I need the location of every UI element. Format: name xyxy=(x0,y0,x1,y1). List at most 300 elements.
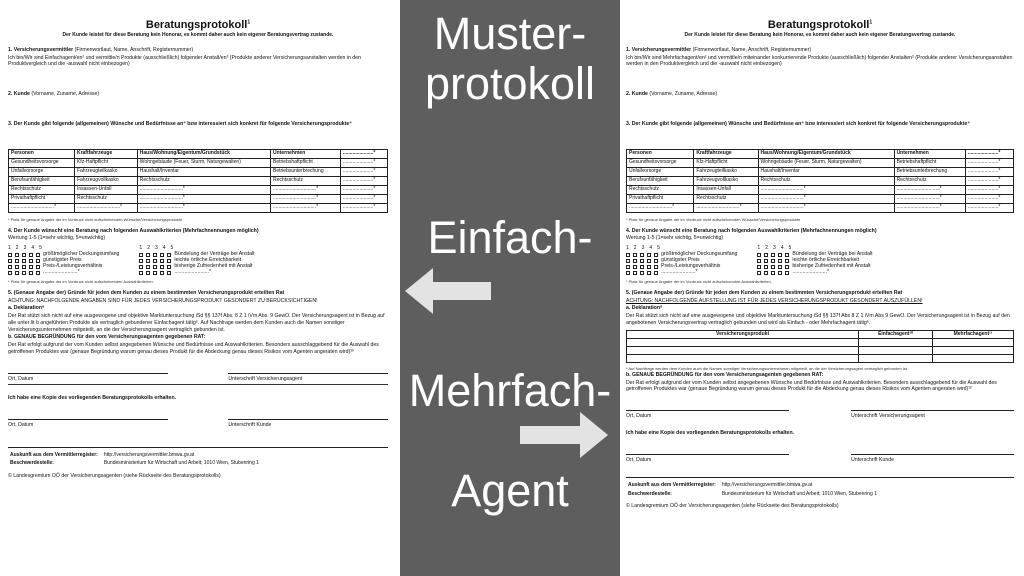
table-cell: Rechtsschutz xyxy=(627,185,694,194)
footer-label: Auskunft aus dem Vermittlerregister: xyxy=(10,451,98,458)
document-mehrfachagent xyxy=(620,0,1020,576)
signature-line[interactable] xyxy=(851,447,1014,455)
checkbox[interactable] xyxy=(8,265,12,269)
checkbox[interactable] xyxy=(15,253,19,257)
section-1-body: Ich bin/Wir sind Einfachagent/en² und vermittle/n Produkte (ausschließlich) folgender Anstalt/en³ (Produkte anderer Versicherungsanstalten werden in den Produktvergleich und die -auswahl nicht einbezogen) xyxy=(8,54,361,68)
footer-label: Beschwerdestelle: xyxy=(10,460,54,467)
checkbox[interactable] xyxy=(8,271,12,275)
criteria-label: ........................* xyxy=(661,269,698,276)
table-cell: Fahrzeugvollkasko xyxy=(694,176,758,185)
table-cell: Betriebshaftpflicht xyxy=(271,158,341,167)
rating-number: 2 xyxy=(15,245,19,252)
overlay-text-muster: Muster- xyxy=(433,8,587,59)
checkbox[interactable] xyxy=(153,253,157,257)
overlay-text-einfach: Einfach- xyxy=(427,212,593,263)
table-row xyxy=(9,185,388,194)
copy-note: Ich habe eine Kopie des vorliegenden Beratungsprotokolls erhalten. xyxy=(626,429,795,436)
table-cell: Rechtsschutz xyxy=(694,194,758,203)
checkbox[interactable] xyxy=(36,253,40,257)
table-cell: ...............................* xyxy=(9,203,75,212)
table-cell[interactable] xyxy=(627,346,859,354)
criteria-label: bisherige Zufriedenheit mit Anstalt xyxy=(792,263,871,270)
criteria-row xyxy=(8,270,119,276)
section-5-title: 5. (Genaue Angabe der) Gründe für jeden dem Kunden zu einem bestimmten Versicherungsprodukt erteilten Rat xyxy=(8,289,285,296)
rating-number: 4 xyxy=(162,245,166,252)
table-cell: ......................* xyxy=(965,203,1013,212)
checkbox[interactable] xyxy=(167,265,171,269)
checkbox[interactable] xyxy=(146,265,150,269)
checkbox[interactable] xyxy=(654,259,658,263)
table-cell[interactable] xyxy=(933,354,1014,362)
table-cell: Einfachagent¹⁰ xyxy=(859,330,933,338)
table-cell: ...............................* xyxy=(271,203,341,212)
signature-line[interactable] xyxy=(851,403,1014,411)
footer-value: Bundesministerium für Wirtschaft und Arbeit; 1010 Wien, Stubenring 1 xyxy=(721,490,877,497)
table-row xyxy=(627,330,1014,338)
table-cell: Gesundheitsvorsorge xyxy=(9,158,75,167)
checkbox[interactable] xyxy=(785,265,789,269)
table-cell[interactable] xyxy=(859,346,933,354)
checkbox[interactable] xyxy=(647,253,651,257)
table-cell: Insassen-Unfall xyxy=(74,185,137,194)
rating-number: 5 xyxy=(657,245,660,252)
table-row xyxy=(627,194,1014,203)
checkbox[interactable] xyxy=(640,265,644,269)
table-cell: ...............................* xyxy=(758,203,894,212)
table-cell: Personen xyxy=(9,149,75,158)
table-cell[interactable] xyxy=(859,354,933,362)
table-cell: Betriebsunterbrechung xyxy=(271,167,341,176)
table-cell: ...............................* xyxy=(894,203,965,212)
section-2-heading xyxy=(626,91,1014,98)
checkbox[interactable] xyxy=(29,265,33,269)
section-2-title: 2. Kunde xyxy=(626,91,648,98)
table-cell: ......................* xyxy=(965,194,1013,203)
checkbox[interactable] xyxy=(139,259,143,263)
checkbox[interactable] xyxy=(8,259,12,263)
rating-number: 5 xyxy=(170,245,174,252)
table-cell: ......................* xyxy=(340,203,387,212)
checkbox[interactable] xyxy=(785,259,789,263)
checkbox[interactable] xyxy=(640,271,644,275)
checkbox[interactable] xyxy=(654,253,658,257)
table-cell: ......................* xyxy=(965,185,1013,194)
rating-number: 2 xyxy=(633,245,637,252)
checkbox[interactable] xyxy=(647,259,651,263)
criteria-label: größtmöglicher Deckungsumfang xyxy=(43,251,120,258)
checkbox[interactable] xyxy=(771,253,775,257)
checkbox[interactable] xyxy=(153,259,157,263)
table-row xyxy=(627,176,1014,185)
table-cell: Insassen-Unfall xyxy=(694,185,758,194)
signature-row-agent xyxy=(8,366,388,383)
checkbox[interactable] xyxy=(785,271,789,275)
checkbox[interactable] xyxy=(633,271,637,275)
section-1-heading xyxy=(8,47,388,54)
table-row xyxy=(627,354,1014,362)
signature-line[interactable] xyxy=(8,366,168,374)
table-cell: Fahrzeugvollkasko xyxy=(74,176,137,185)
table-cell: Betriebshaftpflicht xyxy=(894,158,965,167)
checkbox[interactable] xyxy=(778,253,782,257)
checkbox[interactable] xyxy=(36,271,40,275)
table-cell: ...............................* xyxy=(74,203,137,212)
criteria-label: günstigster Preis xyxy=(43,257,82,264)
table-cell: Wohngebäude (Feuer, Sturm, Naturgewalten) xyxy=(758,158,894,167)
overlay-text-mehrfach: Mehrfach- xyxy=(408,365,612,416)
copy-note: Ich habe eine Kopie des vorliegenden Beratungsprotokolls erhalten. xyxy=(8,395,177,402)
table-row xyxy=(9,167,388,176)
table-note: * Platz für genaue Angabe der im Vordruck nicht aufscheinenden Wünsche/Versicherungsprodukte xyxy=(626,216,801,222)
table-cell: Haus/Wohnung/Eigentum/Grundstück xyxy=(758,149,894,158)
section-3-title: 3. Der Kunde gibt folgende (allgemeinen) Wünsche und Bedürfnisse an⁴ bzw interessiert sich konkret für folgende Versicherungsprodukte⁴ xyxy=(8,120,352,127)
rating-number: 4 xyxy=(780,245,784,252)
table-cell: Rechtsschutz xyxy=(137,176,270,185)
criteria-label: ........................* xyxy=(174,269,212,276)
section-2-heading xyxy=(8,91,388,98)
checkbox[interactable] xyxy=(15,259,19,263)
criteria-label: leichte örtliche Erreichbarkeit xyxy=(174,257,242,264)
checkbox[interactable] xyxy=(15,265,19,269)
checkbox[interactable] xyxy=(757,259,761,263)
document-footer xyxy=(626,477,1014,510)
checkbox[interactable] xyxy=(22,271,26,275)
table-cell: Rechtsschutz xyxy=(74,194,137,203)
checkbox[interactable] xyxy=(757,271,761,275)
checkbox[interactable] xyxy=(764,253,768,257)
table-cell: ...............................* xyxy=(137,203,270,212)
overlay-text-protokoll: protokoll xyxy=(424,58,596,109)
section-3-title: 3. Der Kunde gibt folgende (allgemeinen) Wünsche und Bedürfnisse an⁴ bzw interessiert sich konkret für folgende Versicherungsprodukte⁴ xyxy=(626,120,970,127)
checkbox[interactable] xyxy=(626,253,630,257)
table-cell: Rechtsschutz xyxy=(758,176,894,185)
table-cell: Berufsunfähigkeit xyxy=(9,176,75,185)
checkbox[interactable] xyxy=(139,253,143,257)
table-row xyxy=(627,158,1014,167)
table-cell: ......................* xyxy=(965,149,1013,158)
table-cell: ......................* xyxy=(340,176,387,185)
table-cell: Haushalt/Inventar xyxy=(137,167,270,176)
checkbox[interactable] xyxy=(8,253,12,257)
checkbox[interactable] xyxy=(160,271,164,275)
table-cell: ...............................* xyxy=(894,185,965,194)
checkbox[interactable] xyxy=(654,265,658,269)
table-cell: ...............................* xyxy=(271,185,341,194)
rating-number: 1 xyxy=(757,245,761,252)
section-2-meta: (Vorname, Zuname, Adresse) xyxy=(31,91,100,98)
section-1-heading xyxy=(626,47,1014,54)
table-cell: ...............................* xyxy=(758,185,894,194)
section-2-title: 2. Kunde xyxy=(8,91,30,98)
needs-table xyxy=(626,149,1014,213)
table-row xyxy=(627,149,1014,158)
checkbox[interactable] xyxy=(764,271,768,275)
table-cell: Kfz-Haftpflicht xyxy=(74,158,137,167)
footer-link[interactable]: http://versicherungsvermittler.bmwa.gv.at xyxy=(721,482,813,489)
section-1-title: 1. Versicherungsvermittler xyxy=(8,46,74,53)
rating-number: 1 xyxy=(626,245,629,252)
checkbox[interactable] xyxy=(153,265,157,269)
checkbox[interactable] xyxy=(778,271,782,275)
criteria-label: günstigster Preis xyxy=(661,257,700,264)
checkbox[interactable] xyxy=(167,271,171,275)
document-einfachagent xyxy=(2,0,394,576)
signature-label-place: Ort, Datum xyxy=(8,375,34,382)
doc-title-text: Beratungsprotokoll xyxy=(145,19,248,31)
table-cell: Wohngebäude (Feuer, Sturm, Naturgewalten) xyxy=(137,158,270,167)
table-cell: ...............................* xyxy=(137,185,270,194)
signature-label-agent: Unterschrift Versicherungsagent xyxy=(851,413,925,420)
checkbox[interactable] xyxy=(146,253,150,257)
signature-label-place: Ort, Datum xyxy=(626,413,652,420)
criteria-row xyxy=(757,270,872,276)
rating-number: 1 xyxy=(8,245,11,252)
doc-title-text: Beratungsprotokoll xyxy=(767,19,870,31)
signature-line[interactable] xyxy=(8,412,168,420)
rating-number: 5 xyxy=(39,245,42,252)
checkbox[interactable] xyxy=(29,271,33,275)
checkbox[interactable] xyxy=(778,265,782,269)
checkbox[interactable] xyxy=(22,265,26,269)
checkbox[interactable] xyxy=(153,271,157,275)
rating-number: 4 xyxy=(31,245,35,252)
checkbox[interactable] xyxy=(771,259,775,263)
table-cell: Betriebsunterbrechung xyxy=(894,167,965,176)
signature-line[interactable] xyxy=(626,447,789,455)
criteria-label: Preis-/Leistungsverhältnis xyxy=(43,263,103,270)
table-row xyxy=(9,203,388,212)
table-row xyxy=(627,346,1014,354)
table-cell: ......................* xyxy=(965,176,1013,185)
criteria-label: leichte örtliche Erreichbarkeit xyxy=(792,257,860,264)
overlay-text-agent: Agent xyxy=(451,465,569,516)
table-cell: ...............................* xyxy=(271,194,341,203)
section-4-title: 4. Der Kunde wünscht eine Beratung nach folgenden Auswahlkriterien (Mehrfachnennungen möglich) xyxy=(626,227,877,234)
table-cell: ......................* xyxy=(340,194,387,203)
criteria-label: ........................* xyxy=(43,269,80,276)
doc-title-sup: 1 xyxy=(869,19,873,26)
rating-number: 3 xyxy=(772,245,776,252)
table-cell: Kraftfahrzeuge xyxy=(694,149,758,158)
section-1-body: Ich bin/Wir sind Mehrfachagent/en² und vermittle/n miteinander konkurrierende Produkte (ausschließlich) folgender Anstalten³ (Produkte anderer Versicherungsanstalten werden in den Produktvergleich und die -auswahl nicht einbezogen) xyxy=(626,54,1013,68)
criteria-note: * Platz für genaue Angabe der im Vordruck nicht aufscheinenden Auswahlkriterien. xyxy=(8,278,154,284)
arrow-right-icon xyxy=(520,412,608,458)
table-cell: Gesundheitsvorsorge xyxy=(627,158,694,167)
product-table xyxy=(626,330,1014,363)
doc-subtitle: Der Kunde leistet für diese Beratung kein Honorar, es kommt daher auch kein eigener Beratungsvertrag zustande. xyxy=(684,32,956,39)
table-cell: Fahrzeugteilkasko xyxy=(74,167,137,176)
checkbox[interactable] xyxy=(647,271,651,275)
checkbox[interactable] xyxy=(29,253,33,257)
checkbox[interactable] xyxy=(15,271,19,275)
criteria-checklist xyxy=(626,245,1014,276)
criteria-label: Bündelung der Verträge bei Anstalt xyxy=(792,251,873,258)
reasoning-body: Der Rat erfolgt aufgrund der vom Kunden selbst angegebenen Wünsche und Bedürfnisse und Auswahlkriterien. Besonders ausschlaggebend für die Auswahl des getroffenen Produktes war (genaue Begründung warum genau dieses Produkt für die Abdeckung genau dieses Risikos vom Agenten angeraten wird)¹² xyxy=(626,379,997,393)
criteria-label: größtmöglicher Deckungsumfang xyxy=(661,251,738,258)
section-4-title: 4. Der Kunde wünscht eine Beratung nach folgenden Auswahlkriterien (Mehrfachnennungen möglich) xyxy=(8,227,259,234)
checkbox[interactable] xyxy=(146,259,150,263)
table-cell: ......................* xyxy=(340,167,387,176)
table-cell: Haushalt/Inventar xyxy=(758,167,894,176)
table-cell: ...............................* xyxy=(694,203,758,212)
signature-label-place: Ort, Datum xyxy=(8,422,34,429)
table-cell[interactable] xyxy=(933,346,1014,354)
rating-number: 4 xyxy=(649,245,653,252)
rating-number: 2 xyxy=(765,245,768,252)
criteria-label: bisherige Zufriedenheit mit Anstalt xyxy=(174,263,253,270)
checkbox[interactable] xyxy=(764,265,768,269)
checkbox[interactable] xyxy=(633,265,637,269)
table-cell: Berufsunfähigkeit xyxy=(627,176,694,185)
checkbox[interactable] xyxy=(654,271,658,275)
table-row xyxy=(627,185,1014,194)
signature-row-agent xyxy=(626,403,1014,420)
criteria-note: * Platz für genaue Angabe der im Vordruck nicht aufscheinenden Auswahlkriterien. xyxy=(626,278,772,284)
table-cell: ......................* xyxy=(965,158,1013,167)
criteria-row xyxy=(626,270,737,276)
footer-label: Beschwerdestelle: xyxy=(628,490,672,497)
checkbox[interactable] xyxy=(764,259,768,263)
checkbox[interactable] xyxy=(139,271,143,275)
signature-line[interactable] xyxy=(626,403,789,411)
table-cell[interactable] xyxy=(627,354,859,362)
signature-row-customer xyxy=(8,412,388,429)
checkbox[interactable] xyxy=(647,265,651,269)
rating-number: 5 xyxy=(788,245,792,252)
rating-number: 1 xyxy=(139,245,143,252)
table-cell: Unfallvorsorge xyxy=(627,167,694,176)
signature-label-agent: Unterschrift Versicherungsagent xyxy=(228,375,303,382)
signature-label-customer: Unterschrift Kunde xyxy=(228,422,272,429)
table-cell: Rechtsschutz xyxy=(271,176,341,185)
checkbox[interactable] xyxy=(167,253,171,257)
checkbox[interactable] xyxy=(626,265,630,269)
table-cell: ......................* xyxy=(965,167,1013,176)
checkbox[interactable] xyxy=(626,259,630,263)
section-1-meta: (Firmenwortlaut, Name, Anschrift, Registernummer) xyxy=(74,46,194,53)
checkbox[interactable] xyxy=(640,259,644,263)
table-cell: ...............................* xyxy=(758,194,894,203)
divider xyxy=(8,384,388,385)
checkbox[interactable] xyxy=(36,259,40,263)
footer-value: Bundesministerium für Wirtschaft und Arbeit; 1010 Wien, Stubenring 1 xyxy=(103,460,259,467)
checkbox[interactable] xyxy=(160,259,164,263)
table-cell: Personen xyxy=(627,149,694,158)
table-cell: Privathaftpflicht xyxy=(627,194,694,203)
table-cell: Rechtsschutz xyxy=(9,185,75,194)
table-cell: ......................* xyxy=(340,185,387,194)
section-5-caution: ACHTUNG: NACHFOLGENDE AUFSTELLUNG IST FÜR JEDES VERSICHERUNGSPRODUKT GESONDERT AUSZUFÜLLEN! xyxy=(626,297,923,304)
table-cell: Mehrfachagent¹¹ xyxy=(933,330,1014,338)
signature-row-customer xyxy=(626,447,1014,464)
checkbox[interactable] xyxy=(757,253,761,257)
rating-number: 3 xyxy=(154,245,158,252)
checkbox[interactable] xyxy=(778,259,782,263)
criteria-row xyxy=(139,270,254,276)
checkbox[interactable] xyxy=(640,253,644,257)
document-footer xyxy=(8,447,388,480)
table-cell: Privathaftpflicht xyxy=(9,194,75,203)
table-row xyxy=(9,176,388,185)
checkbox[interactable] xyxy=(36,265,40,269)
table-cell: Unternehmen xyxy=(271,149,341,158)
signature-label-place: Ort, Datum xyxy=(626,456,652,463)
criteria-label: Preis-/Leistungsverhältnis xyxy=(661,263,721,270)
reasoning-body: Der Rat erfolgt aufgrund der vom Kunden selbst angegebenen Wünsche und Bedürfnisse und Auswahlkriterien. Besonders ausschlaggebend für die Auswahl des getroffenen Produktes war (genaue Begründung warum genau dieses Produkt für die Abdeckung genau dieses Risikos vom Agenten angeraten wird)¹⁰ xyxy=(8,342,379,355)
checkbox[interactable] xyxy=(146,271,150,275)
table-cell: ...............................* xyxy=(627,203,694,212)
doc-title-sup: 1 xyxy=(247,19,251,26)
footer-link[interactable]: http://versicherungsvermittler.bmwa.gv.at xyxy=(103,451,195,458)
checkbox[interactable] xyxy=(771,265,775,269)
table-row xyxy=(9,194,388,203)
declaration-title: a. Deklaration⁸ xyxy=(8,305,45,312)
checkbox[interactable] xyxy=(22,259,26,263)
table-row xyxy=(9,158,388,167)
table-cell: Versicherungsprodukt xyxy=(627,330,859,338)
section-4-scale: Wertung 1-5 (1=sehr wichtig, 5=unwichtig) xyxy=(626,235,724,242)
criteria-checklist xyxy=(8,245,388,276)
checkbox[interactable] xyxy=(626,271,630,275)
reasoning-title: b. GENAUE BEGRÜNDUNG für den vom Versicherungsagenten gegebenen RAT: xyxy=(8,334,206,341)
signature-line[interactable] xyxy=(228,366,388,374)
doc-title xyxy=(626,18,1014,32)
table-cell[interactable] xyxy=(627,338,859,346)
table-cell: ...............................* xyxy=(137,194,270,203)
footer-copyright: © Landesgremium OÖ der Versicherungsagenten (siehe Rückseite des Beratungsprotokolls) xyxy=(626,503,839,510)
declaration-body: Der Rat stützt sich nicht auf eine ausgewogene und objektive Marktuntersuchung iSd §§ 137f Abs. 8 Z 1 iVm Abs. 9 GewO. Der Versicherungsagent ist in Bezug auf alle unter lit b angeführten Produkte als vertraglich gebundener Einfachagent tätig⁶. Auf Nachfrage werden dem Kunden auch die Namen sonstiger Versicherungsunternehmen mitgeteilt, an die der Versicherungsagent vertraglich gebunden ist. xyxy=(8,313,385,333)
table-row xyxy=(627,167,1014,176)
checkbox[interactable] xyxy=(167,259,171,263)
checkbox[interactable] xyxy=(633,253,637,257)
reasoning-title: b. GENAUE BEGRÜNDUNG für den vom Versicherungsagenten gegebenen RAT: xyxy=(626,371,824,378)
table-cell[interactable] xyxy=(933,338,1014,346)
section-1-title: 1. Versicherungsvermittler xyxy=(626,46,692,53)
checkbox[interactable] xyxy=(22,253,26,257)
section-2-meta: (Vorname, Zuname, Adresse) xyxy=(649,91,718,98)
criteria-label: ........................* xyxy=(792,269,830,276)
table-cell: Kfz-Haftpflicht xyxy=(694,158,758,167)
product-table-note: * Auf Nachfrage werden dem Kunden auch die Namen sonstiger Versicherungsunternehmen mitgeteilt, an die der Versicherungsagent vertraglich gebunden ist. xyxy=(626,365,908,371)
checkbox[interactable] xyxy=(160,253,164,257)
declaration-body: Der Rat stützt sich nicht auf eine ausgewogene und objektive Marktuntersuchung iSd §§ 137f Abs 8 Z 1 iVm Abs 9 GewO. Der Versicherungsagent ist in Bezug auf den angebotenen Versicherungsvertrag vertraglich gebunden und wird als Einfach - oder Mehrfachagent tätig⁶. xyxy=(626,313,1010,326)
doc-subtitle: Der Kunde leistet für diese Beratung kein Honorar, es kommt daher auch kein eigener Beratungsvertrag zustande. xyxy=(62,32,334,39)
table-cell[interactable] xyxy=(859,338,933,346)
checkbox[interactable] xyxy=(29,259,33,263)
checkbox[interactable] xyxy=(757,265,761,269)
signature-line[interactable] xyxy=(228,412,388,420)
rating-number: 3 xyxy=(641,245,645,252)
checkbox[interactable] xyxy=(771,271,775,275)
table-cell: ......................* xyxy=(340,149,387,158)
arrow-left-icon xyxy=(405,268,491,314)
checkbox[interactable] xyxy=(160,265,164,269)
checkbox[interactable] xyxy=(633,259,637,263)
table-row xyxy=(627,338,1014,346)
table-cell: Unternehmen xyxy=(894,149,965,158)
table-cell: ......................* xyxy=(340,158,387,167)
checkbox[interactable] xyxy=(139,265,143,269)
checkbox[interactable] xyxy=(785,253,789,257)
footer-label: Auskunft aus dem Vermittlerregister: xyxy=(628,482,716,489)
section-4-scale: Wertung 1-5 (1=sehr wichtig, 5=unwichtig) xyxy=(8,235,106,242)
table-note: * Platz für genaue Angabe der im Vordruck nicht aufscheinenden Wünsche/Versicherungsprodukte xyxy=(8,216,183,222)
table-cell: Haus/Wohnung/Eigentum/Grundstück xyxy=(137,149,270,158)
signature-label-customer: Unterschrift Kunde xyxy=(851,456,895,463)
table-row xyxy=(627,203,1014,212)
criteria-label: Bündelung der Verträge bei Anstalt xyxy=(174,251,255,258)
footer-copyright: © Landesgremium OÖ der Versicherungsagenten (siehe Rückseite des Beratungsprotokolls) xyxy=(8,472,221,479)
